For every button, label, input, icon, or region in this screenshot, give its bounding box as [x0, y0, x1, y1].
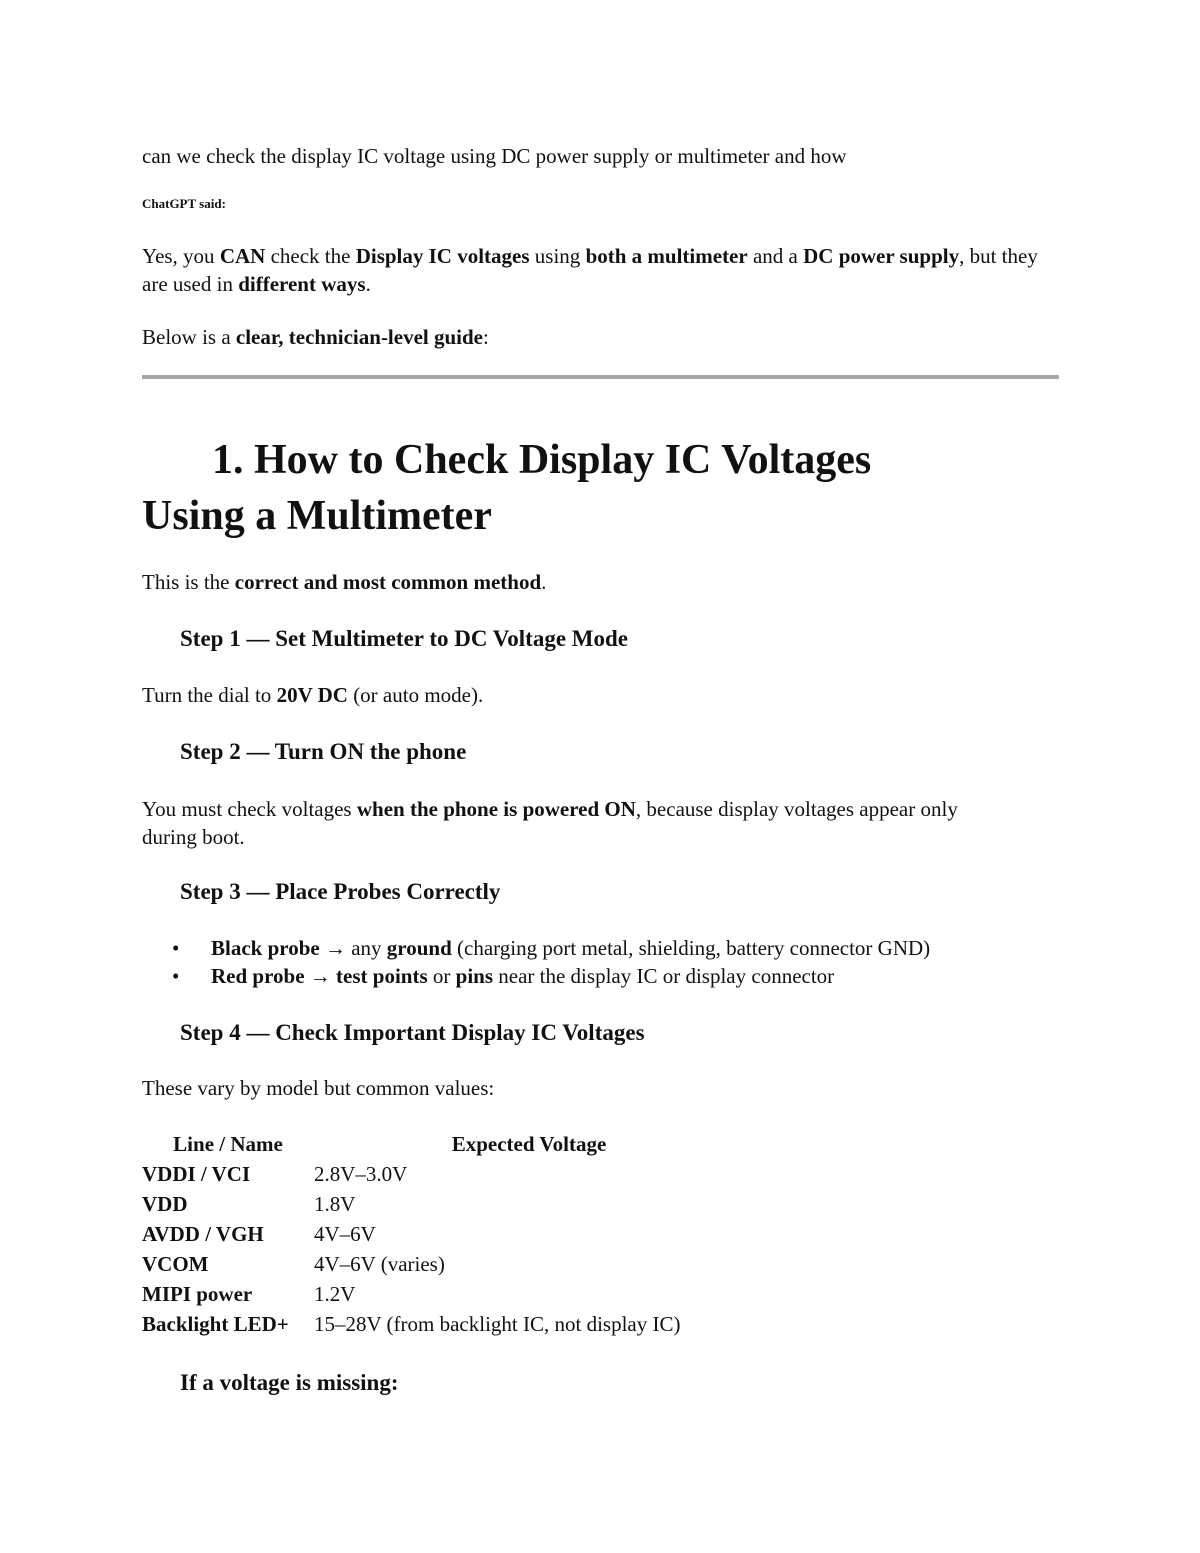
missing-voltage-heading: If a voltage is missing: — [180, 1370, 399, 1395]
voltage-table — [142, 1129, 744, 1339]
step4-heading: Step 4 — Check Important Display IC Voltages — [180, 1020, 645, 1045]
step4-lead: These vary by model but common values: — [142, 1076, 495, 1100]
step3-heading: Step 3 — Place Probes Correctly — [180, 879, 501, 904]
guide-paragraph: Below is a clear, technician-level guide: — [142, 325, 489, 349]
intro-paragraph: Yes, you CAN check the Display IC voltages using both a multimeter and a DC power supply, but they are used in different ways. — [142, 244, 1038, 296]
column-header: Expected Voltage — [451, 1131, 607, 1156]
horizontal-divider — [142, 375, 1059, 379]
expected-voltage: 1.8V — [314, 1191, 356, 1216]
table-row — [142, 1309, 744, 1339]
table-header-row — [142, 1129, 744, 1159]
table-row — [142, 1219, 744, 1249]
step2-text: You must check voltages when the phone is powered ON, because display voltages appear only during boot. — [142, 797, 958, 849]
line-name: VDD — [142, 1191, 188, 1216]
expected-voltage: 4V–6V — [314, 1221, 376, 1246]
section-title: 1. How to Check Display IC Voltages Using a Multimeter — [142, 437, 872, 539]
step1-heading: Step 1 — Set Multimeter to DC Voltage Mode — [180, 626, 629, 651]
line-name: AVDD / VGH — [142, 1221, 264, 1246]
table-row — [142, 1159, 744, 1189]
line-name: Backlight LED+ — [142, 1311, 289, 1336]
step2-heading: Step 2 — Turn ON the phone — [180, 739, 467, 764]
column-header: Line / Name — [173, 1131, 283, 1156]
table-row — [142, 1189, 744, 1219]
step1-text: Turn the dial to 20V DC (or auto mode). — [142, 683, 484, 707]
bullet-dot: • — [172, 964, 180, 988]
expected-voltage: 4V–6V (varies) — [314, 1251, 445, 1276]
line-name: VDDI / VCI — [142, 1161, 251, 1186]
line-name: VCOM — [142, 1251, 209, 1276]
table-row — [142, 1279, 744, 1309]
section-lead: This is the correct and most common method. — [142, 570, 547, 594]
user-question: can we check the display IC voltage using DC power supply or multimeter and how — [142, 144, 847, 168]
expected-voltage: 15–28V (from backlight IC, not display IC) — [314, 1311, 681, 1336]
expected-voltage: 2.8V–3.0V — [314, 1161, 408, 1186]
expected-voltage: 1.2V — [314, 1281, 356, 1306]
speaker-label: ChatGPT said: — [142, 196, 226, 211]
bullet-dot: • — [172, 936, 180, 960]
table-row — [142, 1249, 744, 1279]
line-name: MIPI power — [142, 1281, 253, 1306]
